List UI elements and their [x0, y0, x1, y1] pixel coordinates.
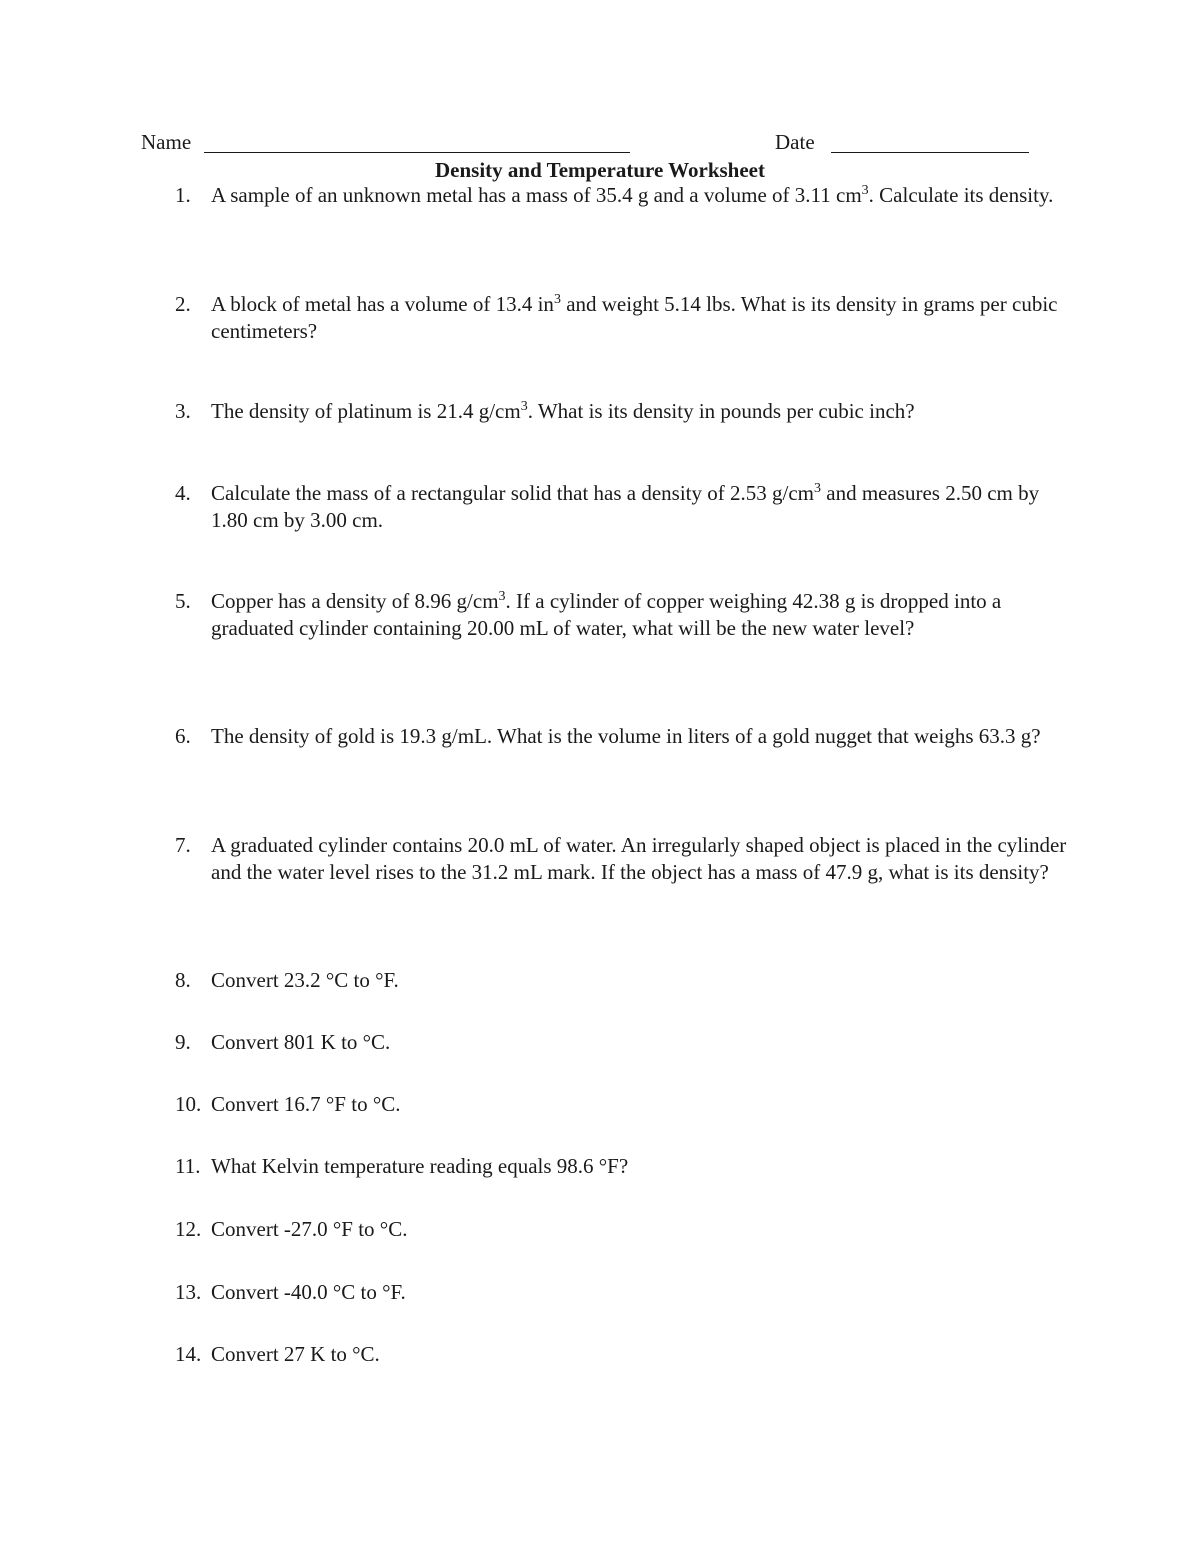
question-14: [141, 1341, 1071, 1368]
question-8: [141, 967, 1071, 994]
question-text: Convert -27.0 °F to °C.: [211, 1217, 408, 1241]
question-number: 1.: [175, 183, 191, 207]
question-text: A block of metal has a volume of 13.4 $in^3$ and weight 5.14 lbs. What is its density in grams per cubic centimeters?: [211, 292, 1058, 343]
question-number: 9.: [175, 1030, 191, 1054]
question-text: Copper has a density of 8.96 $g/cm^3$. If a cylinder of copper weighing 42.38 g is dropped into a graduated cylinder containing 20.00 mL of water, what will be the new water level?: [211, 589, 1002, 640]
question-9: [141, 1029, 1071, 1056]
question-5: [141, 588, 1071, 642]
question-number: 10.: [175, 1092, 202, 1116]
question-3: [141, 398, 1071, 425]
question-text: Convert -40.0 °C to °F.: [211, 1280, 406, 1304]
question-number: 11.: [175, 1154, 201, 1178]
question-number: 4.: [175, 481, 191, 505]
question-number: 6.: [175, 724, 191, 748]
date-field[interactable]: [831, 152, 1029, 153]
question-text: A sample of an unknown metal has a mass of 35.4 g and a volume of 3.11 $cm^3$. Calculate its density.: [211, 183, 1054, 207]
question-7: [141, 832, 1071, 886]
question-text: Convert 16.7 °F to °C.: [211, 1092, 401, 1116]
question-4: [141, 480, 1071, 534]
question-text: What Kelvin temperature reading equals 98.6 °F?: [211, 1154, 629, 1178]
question-10: [141, 1091, 1071, 1118]
question-number: 8.: [175, 968, 191, 992]
question-text: Convert 23.2 °C to °F.: [211, 968, 399, 992]
question-1: [141, 182, 1071, 209]
question-text: The density of gold is 19.3 g/mL. What is the volume in liters of a gold nugget that weighs 63.3 g?: [211, 724, 1041, 748]
header-row: [141, 128, 1031, 156]
question-2: [141, 291, 1071, 345]
date-label: Date: [775, 130, 815, 154]
question-number: 12.: [175, 1217, 202, 1241]
question-text: A graduated cylinder contains 20.0 mL of water. An irregularly shaped object is placed in the cylinder and the water level rises to the 31.2 mL mark. If the object has a mass of 47.9 g, what is its density?: [211, 833, 1067, 884]
question-number: 5.: [175, 589, 191, 613]
question-text: Convert 801 K to °C.: [211, 1030, 391, 1054]
question-number: 3.: [175, 399, 191, 423]
question-number: 14.: [175, 1342, 202, 1366]
name-field[interactable]: [204, 152, 630, 153]
question-number: 7.: [175, 833, 191, 857]
name-label: Name: [141, 130, 192, 154]
question-11: [141, 1153, 1071, 1180]
question-number: 2.: [175, 292, 191, 316]
question-text: The density of platinum is 21.4 $g/cm^3$. What is its density in pounds per cubic inch?: [211, 399, 915, 423]
question-12: [141, 1216, 1071, 1243]
worksheet-title: Density and Temperature Worksheet: [435, 158, 765, 182]
question-13: [141, 1279, 1071, 1306]
question-6: [141, 723, 1071, 750]
question-text: Convert 27 K to °C.: [211, 1342, 380, 1366]
question-text: Calculate the mass of a rectangular solid that has a density of 2.53 $g/cm^3$ and measures 2.50 cm by 1.80 cm by 3.00 cm.: [211, 481, 1040, 532]
question-number: 13.: [175, 1280, 202, 1304]
